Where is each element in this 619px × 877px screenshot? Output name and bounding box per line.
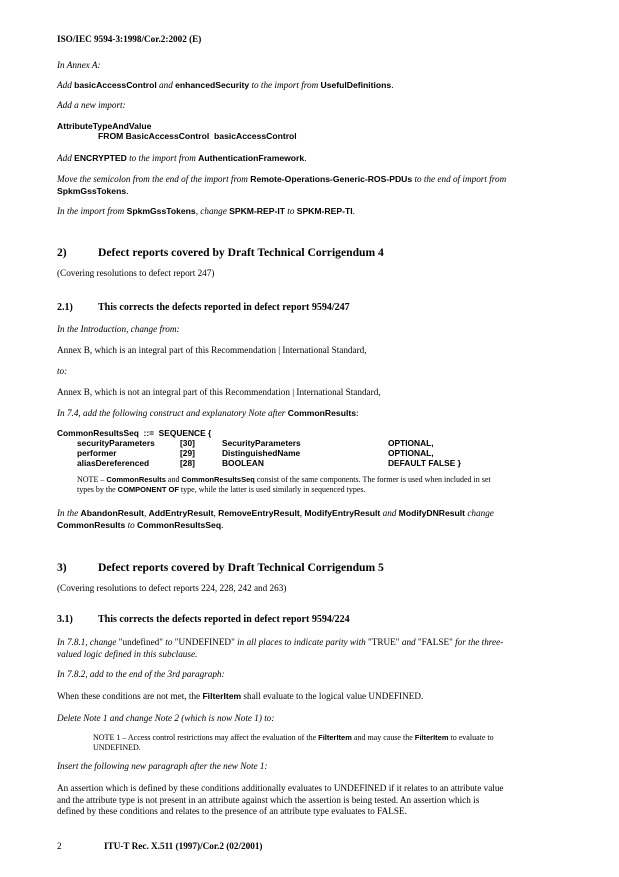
text-span: . (352, 206, 355, 216)
text-span: types by the (77, 485, 118, 494)
para-conditions-not-met (57, 691, 565, 703)
code-span: SpkmGssTokens (57, 185, 127, 196)
text-span: and (165, 475, 182, 484)
code-span: UsefulDefinitions (320, 80, 392, 90)
section-title: Defect reports covered by Draft Technical Corrigendum 5 (98, 561, 384, 574)
section-number: 3.1) (57, 614, 73, 625)
section-2-covering: (Covering resolutions to defect report 247) (57, 268, 215, 278)
import-line-2: FROM BasicAccessControl basicAccessControl (98, 131, 297, 141)
seq-field-type: SecurityParameters (222, 438, 301, 448)
section-3-covering: (Covering resolutions to defect reports 224, 228, 242 and 263) (57, 583, 287, 593)
footer-page-number: 2 (57, 841, 62, 851)
para-add-basic-access (57, 80, 565, 92)
text-span: and (156, 80, 176, 90)
section-2-1-heading (57, 302, 350, 313)
section-title: This corrects the defects reported in defect report 9594/247 (98, 302, 350, 313)
section-3-heading (57, 561, 384, 574)
text-span: In 7.4, add the following construct and explanatory Note after (57, 408, 288, 418)
seq-field-opt: OPTIONAL, (388, 448, 434, 458)
section-title: This corrects the defects reported in defect report 9594/224 (98, 614, 350, 625)
section-number: 2) (57, 246, 67, 259)
text-span: Add (57, 80, 75, 90)
text-span: , (213, 508, 219, 518)
seq-field-opt: OPTIONAL, (388, 438, 434, 448)
seq-field-tag: [28] (180, 458, 195, 468)
code-span: AddEntryResult (148, 508, 214, 518)
text-span: . (304, 153, 307, 163)
para-spkm-change (57, 206, 565, 218)
code-span: basicAccessControl (74, 80, 157, 90)
import-line-1: AttributeTypeAndValue (57, 121, 152, 131)
text-line: and the attribute type is not present in an attribute against which the assertion is being tested. An assertion which is (57, 794, 480, 805)
text-span: . (221, 519, 224, 530)
para-add-encrypted (57, 153, 565, 165)
code-span: ENCRYPTED (74, 153, 127, 163)
code-span: CommonResults (287, 408, 356, 418)
para-insert-new: Insert the following new paragraph after the new Note 1: (57, 761, 268, 771)
para-in-annex-a: In Annex A: (57, 60, 101, 70)
code-span: CommonResultsSeq (137, 519, 222, 530)
text-span: Move the semicolon from the end of the import from (57, 174, 251, 184)
text-span: consist of the same components. The former is used when included in set (254, 475, 491, 484)
text-span: and (399, 637, 418, 647)
seq-field-type: BOOLEAN (222, 458, 264, 468)
note-1-access-control (93, 733, 565, 753)
code-span: AuthenticationFramework (198, 153, 305, 163)
text-span: : (355, 408, 359, 418)
code-span: FilterItem (202, 691, 242, 701)
text-span: shall evaluate to the logical value UNDEFINED. (241, 691, 424, 701)
text-span: NOTE – (77, 475, 107, 484)
text-span: to the import from (249, 80, 321, 90)
text-span: to (284, 206, 297, 216)
seq-field-tag: [29] (180, 448, 195, 458)
seq-field-name: aliasDereferenced (77, 458, 150, 468)
text-span: and may cause the (351, 733, 415, 742)
para-add-new-import: Add a new import: (57, 100, 126, 110)
seq-field-tag: [30] (180, 438, 195, 448)
para-7-8-2-add: In 7.8.2, add to the end of the 3rd paragraph: (57, 669, 225, 679)
code-span: Remote-Operations-Generic-ROS-PDUs (250, 174, 413, 184)
code-span: FilterItem (414, 733, 449, 742)
text-span: . (391, 80, 394, 90)
header-doc-id: ISO/IEC 9594-3:1998/Cor.2:2002 (E) (57, 34, 202, 44)
code-span: RemoveEntryResult (218, 508, 300, 518)
code-span: CommonResults (57, 519, 126, 530)
code-span: CommonResultsSeq (181, 475, 255, 484)
text-span: Add (57, 153, 75, 163)
code-span: enhancedSecurity (175, 80, 250, 90)
para-move-semicolon (57, 174, 565, 197)
text-span: In the (57, 508, 81, 518)
section-3-1-heading (57, 614, 350, 625)
section-number: 3) (57, 561, 67, 574)
text-span: "UNDEFINED" (174, 637, 235, 647)
para-intro-change-from: In the Introduction, change from: (57, 324, 180, 334)
para-7-8-1-change (57, 637, 565, 660)
text-span: , (299, 508, 305, 518)
code-span: SPKM-REP-TI (296, 206, 353, 216)
section-number: 2.1) (57, 302, 73, 313)
para-abandon-result (57, 508, 565, 531)
code-span: COMPONENT OF (117, 485, 179, 494)
code-span: SpkmGssTokens (126, 206, 196, 216)
text-span: , (143, 508, 149, 518)
text-span: NOTE 1 – Access control restrictions may affect the evaluation of the (93, 733, 319, 742)
text-span: "FALSE" (417, 637, 453, 647)
code-span: ModifyDNResult (398, 508, 466, 518)
text-span: to evaluate to (448, 733, 494, 742)
text-span: When these conditions are not met, the (57, 691, 203, 701)
text-span: to the import from (126, 153, 199, 163)
footer-rec: ITU-T Rec. X.511 (1997)/Cor.2 (02/2001) (104, 841, 263, 851)
text-span: for the three- (452, 637, 504, 647)
para-assertion (57, 783, 565, 818)
para-7-4-add (57, 408, 565, 420)
text-span: in all places to indicate parity with (234, 637, 369, 647)
seq-field-opt: DEFAULT FALSE } (388, 458, 461, 468)
code-span: AbandonResult (80, 508, 144, 518)
text-line: An assertion which is defined by these conditions additionally evaluates to UNDEFINED if it relates to an attribute value (57, 783, 504, 793)
text-span: change (465, 508, 494, 518)
text-line: defined by these conditions and relates to the presence of an attribute type evaluates to FALSE. (57, 806, 407, 816)
code-span: ModifyEntryResult (304, 508, 381, 518)
seq-header: CommonResultsSeq ::= SEQUENCE { (57, 428, 212, 438)
text-span: . (126, 185, 129, 196)
text-span: to the end of import from (412, 174, 507, 184)
text-span: "undefined" (118, 637, 163, 647)
section-title: Defect reports covered by Draft Technical Corrigendum 4 (98, 246, 384, 259)
text-span: In 7.8.1, change (57, 637, 119, 647)
text-span: valued logic defined in this subclause. (57, 648, 198, 659)
code-span: CommonResults (106, 475, 166, 484)
text-span: to (163, 637, 175, 647)
seq-field-type: DistinguishedName (222, 448, 301, 458)
text-span: type, while the latter is used similarly in sequenced types. (178, 485, 366, 494)
text-span: and (380, 508, 399, 518)
text-span: , change (195, 206, 230, 216)
text-span: In the import from (57, 206, 127, 216)
seq-field-name: securityParameters (77, 438, 155, 448)
note-common-results (77, 475, 565, 495)
code-span: SPKM-REP-IT (229, 206, 285, 216)
text-span: "TRUE" (368, 637, 400, 647)
para-to: to: (57, 366, 68, 376)
para-delete-note-1: Delete Note 1 and change Note 2 (which is now Note 1) to: (57, 713, 275, 723)
seq-field-name: performer (77, 448, 117, 458)
text-span: UNDEFINED. (93, 743, 141, 752)
code-span: FilterItem (318, 733, 352, 742)
section-2-heading (57, 246, 384, 259)
text-span: to (125, 519, 138, 530)
para-annex-b-integral: Annex B, which is an integral part of this Recommendation | International Standard, (57, 345, 367, 355)
para-annex-b-not-integral: Annex B, which is not an integral part of this Recommendation | International Standard, (57, 387, 381, 397)
